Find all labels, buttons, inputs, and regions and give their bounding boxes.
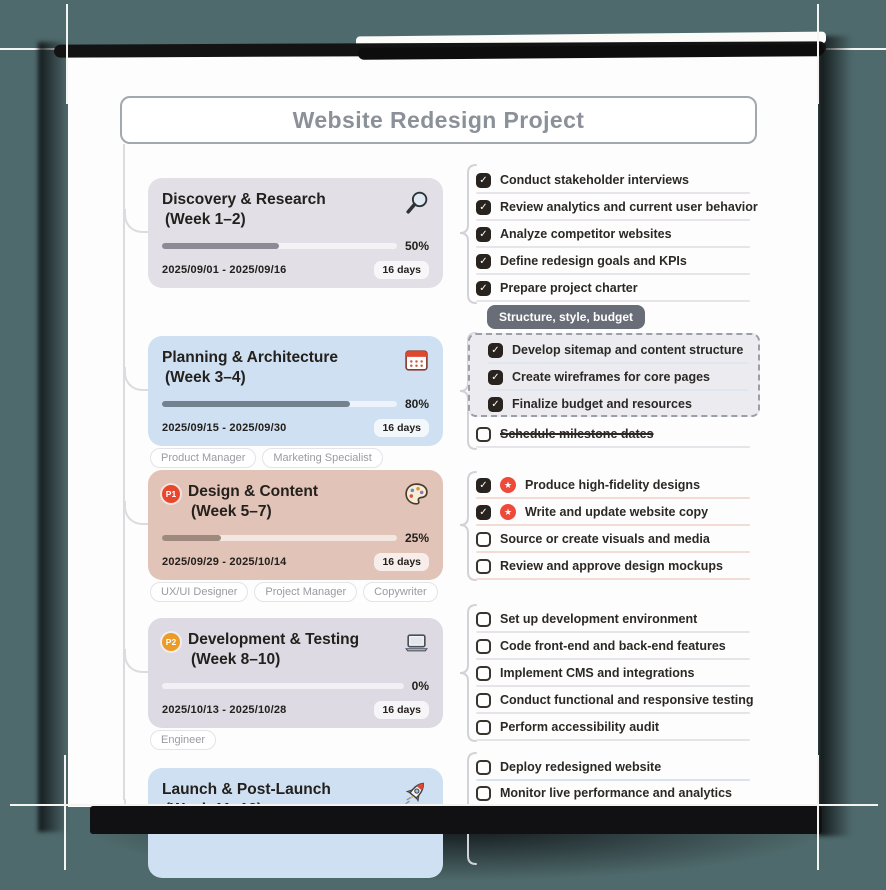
task-row: Set up development environment bbox=[476, 609, 758, 629]
laptop-icon bbox=[403, 629, 430, 656]
task-row: Monitor live performance and analytics bbox=[476, 783, 758, 803]
checkbox-unchecked[interactable] bbox=[476, 760, 491, 775]
task-row: ✓ Create wireframes for core pages bbox=[488, 367, 770, 387]
checkbox-checked[interactable]: ✓ bbox=[488, 370, 503, 385]
tag-pill: Copywriter bbox=[363, 582, 438, 602]
task-separator bbox=[476, 712, 750, 714]
checkbox-checked[interactable]: ✓ bbox=[488, 397, 503, 412]
checkbox-checked[interactable]: ✓ bbox=[488, 343, 503, 358]
task-row: Review and approve design mockups bbox=[476, 556, 758, 576]
phase-card-planning[interactable] bbox=[148, 336, 443, 446]
magnifier-icon bbox=[403, 189, 430, 216]
task-row: ✓ Review analytics and current user behavior bbox=[476, 197, 758, 217]
task-separator bbox=[476, 219, 750, 221]
checkbox-checked[interactable]: ✓ bbox=[476, 505, 491, 520]
tree-spine bbox=[123, 144, 125, 800]
task-row: ✓ Finalize budget and resources bbox=[488, 394, 770, 414]
checkbox-unchecked[interactable] bbox=[476, 720, 491, 735]
task-separator bbox=[476, 779, 750, 781]
crop-mark-bottom-horizontal bbox=[10, 804, 878, 806]
phase-dates: 2025/09/01 - 2025/09/16 bbox=[162, 264, 287, 276]
crop-mark-top-right-vertical bbox=[817, 4, 819, 104]
branch-connector bbox=[124, 501, 148, 525]
task-separator bbox=[476, 446, 750, 448]
checkbox-unchecked[interactable] bbox=[476, 639, 491, 654]
task-row: ✓ Develop sitemap and content structure bbox=[488, 340, 770, 360]
star-badge-icon: ★ bbox=[500, 477, 516, 493]
duration-badge: 16 days bbox=[374, 701, 429, 719]
frame-left-shadow bbox=[38, 42, 68, 832]
progress-percent: 0% bbox=[411, 679, 429, 693]
phase-title: Discovery & Research (Week 1–2) bbox=[162, 191, 326, 228]
task-row: ✓ Analyze competitor websites bbox=[476, 224, 758, 244]
task-separator bbox=[488, 389, 748, 391]
task-separator bbox=[476, 300, 750, 302]
star-badge-icon: ★ bbox=[500, 504, 516, 520]
calendar-icon bbox=[403, 347, 430, 374]
task-row: ✓ Conduct stakeholder interviews bbox=[476, 170, 758, 190]
task-separator bbox=[476, 246, 750, 248]
tag-pill: Marketing Specialist bbox=[262, 448, 382, 468]
progress-percent: 50% bbox=[404, 239, 429, 253]
task-separator bbox=[476, 631, 750, 633]
tag-pill: Project Manager bbox=[254, 582, 357, 602]
phase-card-development[interactable] bbox=[148, 618, 443, 728]
phase-title: Design & Content (Week 5–7) bbox=[188, 483, 319, 520]
tag-pill: Engineer bbox=[150, 730, 216, 750]
branch-connector bbox=[124, 209, 148, 233]
phase-tags bbox=[150, 582, 438, 602]
phase-tags bbox=[150, 448, 383, 468]
progress-bar bbox=[162, 397, 429, 411]
palette-icon bbox=[403, 481, 430, 508]
task-row: Source or create visuals and media bbox=[476, 529, 758, 549]
task-separator bbox=[476, 658, 750, 660]
task-separator bbox=[476, 192, 750, 194]
project-title-node[interactable] bbox=[120, 96, 757, 144]
checkbox-unchecked[interactable] bbox=[476, 532, 491, 547]
frame-right-shadow bbox=[818, 36, 852, 836]
phase-card-discovery[interactable] bbox=[148, 178, 443, 288]
checkbox-checked[interactable]: ✓ bbox=[476, 281, 491, 296]
task-row: Implement CMS and integrations bbox=[476, 663, 758, 683]
checkbox-unchecked[interactable] bbox=[476, 427, 491, 442]
phase-dates: 2025/10/13 - 2025/10/28 bbox=[162, 704, 287, 716]
task-separator bbox=[476, 524, 750, 526]
branch-connector bbox=[124, 367, 148, 391]
duration-badge: 16 days bbox=[374, 261, 429, 279]
progress-bar bbox=[162, 239, 429, 253]
rocket-icon bbox=[403, 779, 430, 806]
frame-bottom-stroke bbox=[90, 806, 822, 834]
checkbox-checked[interactable]: ✓ bbox=[476, 173, 491, 188]
checkbox-checked[interactable]: ✓ bbox=[476, 254, 491, 269]
task-row: Deploy redesigned website bbox=[476, 757, 758, 777]
task-separator bbox=[476, 578, 750, 580]
task-row: Conduct functional and responsive testing bbox=[476, 690, 758, 710]
checkbox-checked[interactable]: ✓ bbox=[476, 227, 491, 242]
checkbox-unchecked[interactable] bbox=[476, 559, 491, 574]
task-row: Perform accessibility audit bbox=[476, 717, 758, 737]
crop-mark-bottom-right-vertical bbox=[817, 755, 819, 870]
phase-dates: 2025/09/15 - 2025/09/30 bbox=[162, 422, 287, 434]
task-separator bbox=[476, 273, 750, 275]
phase-card-design[interactable] bbox=[148, 470, 443, 580]
progress-percent: 25% bbox=[404, 531, 429, 545]
task-row: Schedule milestone dates bbox=[476, 424, 758, 444]
task-separator bbox=[488, 362, 748, 364]
duration-badge: 16 days bbox=[374, 419, 429, 437]
checkbox-unchecked[interactable] bbox=[476, 693, 491, 708]
checkbox-unchecked[interactable] bbox=[476, 612, 491, 627]
task-row: Code front-end and back-end features bbox=[476, 636, 758, 656]
task-row: ✓ Define redesign goals and KPIs bbox=[476, 251, 758, 271]
tag-pill: UX/UI Designer bbox=[150, 582, 248, 602]
checkbox-unchecked[interactable] bbox=[476, 666, 491, 681]
checkbox-checked[interactable]: ✓ bbox=[476, 200, 491, 215]
task-row: ✓ Prepare project charter bbox=[476, 278, 758, 298]
mindmap-page bbox=[68, 50, 818, 807]
phase-title: Planning & Architecture (Week 3–4) bbox=[162, 349, 338, 386]
branch-connector bbox=[124, 649, 148, 673]
checkbox-checked[interactable]: ✓ bbox=[476, 478, 491, 493]
crop-mark-bottom-left-vertical bbox=[64, 755, 66, 870]
task-row: ✓ ★ Produce high-fidelity designs bbox=[476, 475, 758, 495]
task-separator bbox=[476, 551, 750, 553]
progress-bar bbox=[162, 531, 429, 545]
task-separator bbox=[476, 739, 750, 741]
checkbox-unchecked[interactable] bbox=[476, 786, 491, 801]
priority-badge-p2: P2 bbox=[162, 633, 180, 651]
group-tooltip: Structure, style, budget bbox=[487, 305, 645, 329]
progress-percent: 80% bbox=[404, 397, 429, 411]
task-separator bbox=[476, 685, 750, 687]
phase-tags bbox=[150, 730, 216, 750]
priority-badge-p1: P1 bbox=[162, 485, 180, 503]
crop-mark-top-left-vertical bbox=[66, 4, 68, 104]
duration-badge: 16 days bbox=[374, 553, 429, 571]
phase-dates: 2025/09/29 - 2025/10/14 bbox=[162, 556, 287, 568]
tag-pill: Product Manager bbox=[150, 448, 256, 468]
task-row: ✓ ★ Write and update website copy bbox=[476, 502, 758, 522]
page-title: Website Redesign Project bbox=[292, 106, 585, 133]
phase-title: Development & Testing (Week 8–10) bbox=[188, 631, 360, 668]
task-separator bbox=[476, 497, 750, 499]
progress-bar bbox=[162, 679, 429, 693]
phase-title: Launch & Post-Launch bbox=[162, 781, 331, 798]
